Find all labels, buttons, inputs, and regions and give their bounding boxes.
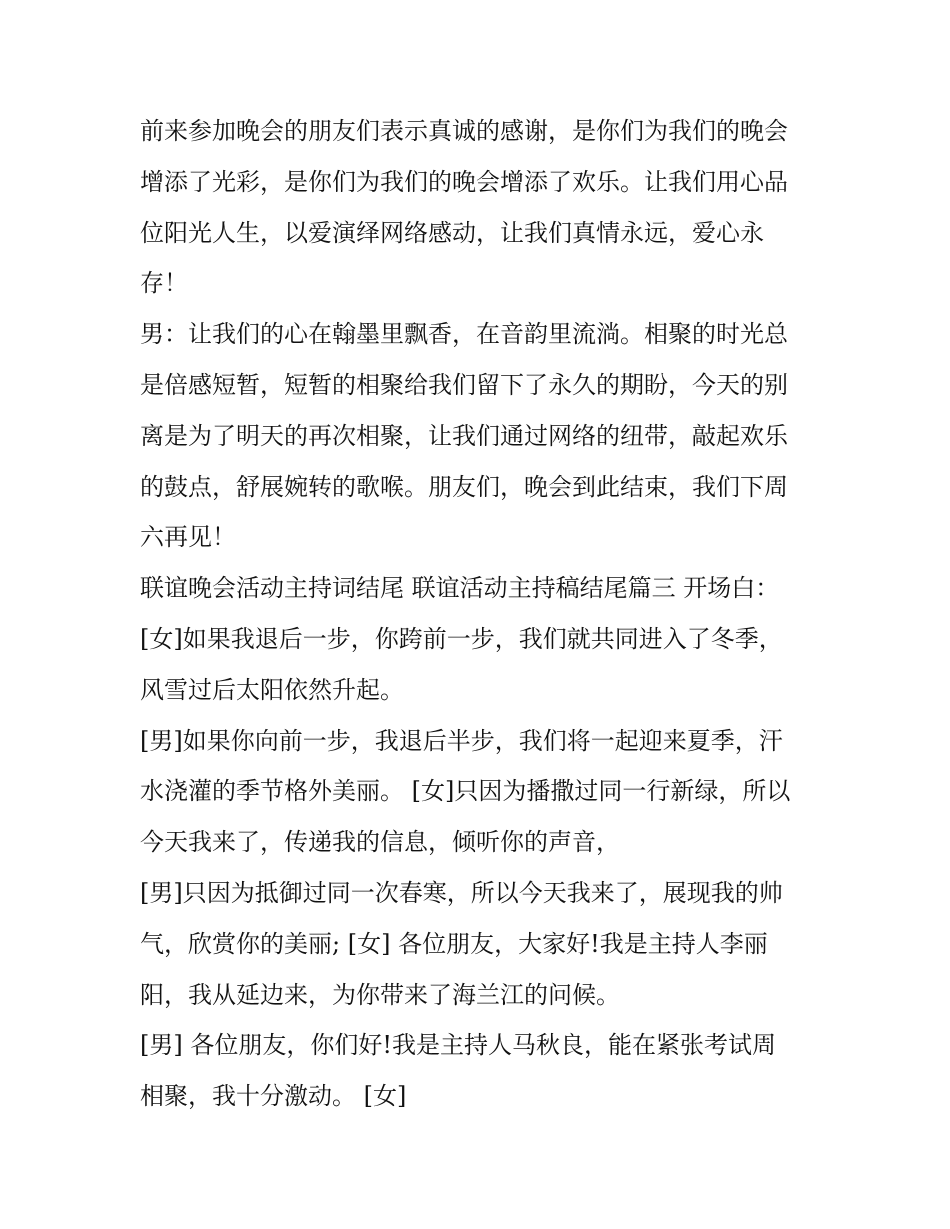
text-line: 的鼓点，舒展婉转的歌喉。朋友们，晚会到此结束，我们下周 xyxy=(140,472,788,501)
text-line: [男] 各位朋友，你们好!我是主持人马秋良，能在紧张考试周 xyxy=(140,1031,776,1060)
text-line: [男]如果你向前一步，我退后半步，我们将一起迎来夏季，汗 xyxy=(140,726,783,755)
section-heading-line: 联谊晚会活动主持词结尾 联谊活动主持稿结尾篇三 开场白： xyxy=(140,574,780,603)
text-line: 今天我来了，传递我的信息，倾听你的声音， xyxy=(140,828,620,857)
text-line: [男]只因为抵御过同一次春寒，所以今天我来了，展现我的帅 xyxy=(140,878,783,907)
text-line: 前来参加晚会的朋友们表示真诚的感谢，是你们为我们的晚会 xyxy=(140,117,788,145)
text-line: 增添了光彩，是你们为我们的晚会增添了欢乐。让我们用心品 xyxy=(140,167,788,196)
text-line: 是倍感短暂，短暂的相聚给我们留下了永久的期盼，今天的别 xyxy=(140,370,788,399)
text-line: 相聚，我十分激动。 [女] xyxy=(140,1082,407,1111)
text-line: 离是为了明天的再次相聚，让我们通过网络的纽带，敲起欢乐 xyxy=(140,421,788,450)
text-line: 阳，我从延边来，为你带来了海兰江的问候。 xyxy=(140,980,620,1009)
text-line: 风雪过后太阳依然升起。 xyxy=(140,675,404,704)
body-text xyxy=(140,106,820,1122)
text-line: 位阳光人生，以爱演绎网络感动，让我们真情永远，爱心永 xyxy=(140,218,764,247)
text-line: 存！ xyxy=(140,269,188,298)
text-line: 六再见！ xyxy=(140,523,236,552)
text-line: 男：让我们的心在翰墨里飘香，在音韵里流淌。相聚的时光总 xyxy=(140,320,788,349)
text-line: 水浇灌的季节格外美丽。 [女]只因为播撒过同一行新绿，所以 xyxy=(140,777,791,806)
text-line: 气，欣赏你的美丽; [女] 各位朋友，大家好!我是主持人李丽 xyxy=(140,929,768,958)
text-line: [女]如果我退后一步，你跨前一步，我们就共同进入了冬季， xyxy=(140,624,783,653)
